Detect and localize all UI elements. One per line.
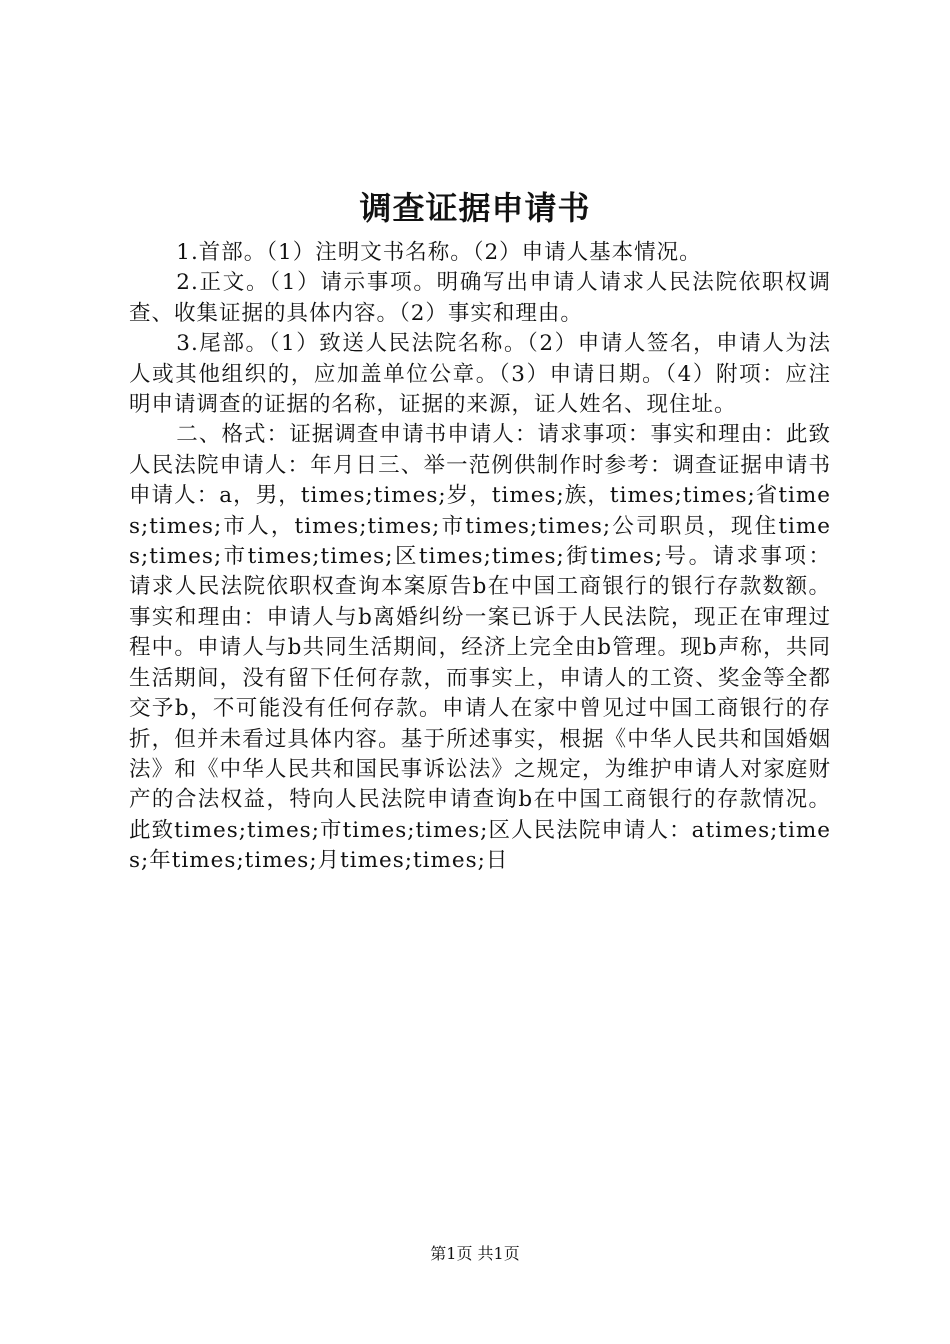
- paragraph-header-section: 1.首部。（1）注明文书名称。（2）申请人基本情况。: [176, 240, 702, 265]
- document-body: [129, 238, 831, 877]
- paragraph-ending-section: 3.尾部。（1）致送人民法院名称。（2）申请人签名，申请人为法人或其他组织的，应加盖单位公章。（3）申请日期。（4）附项：应注明申请调查的证据的名称，证据的来源，证人姓名、现住址。: [129, 331, 831, 418]
- page-number-footer: 第1页 共1页: [430, 1244, 520, 1263]
- paragraph-format-and-example: 二、格式：证据调查申请书申请人：请求事项：事实和理由：此致人民法院申请人：年月日三、举一范例供制作时参考：调查证据申请书申请人：a，男，times;times;岁，times;族，times;times;省times;times;市人，times;times;市times;times;公司职员，现住times;times;市times;times;区times;times;街times;号。请求事项：请求人民法院依职权查询本案原告b在中国工商银行的银行存款数额。事实和理由：申请人与b离婚纠纷一案已诉于人民法院，现正在审理过程中。申请人与b共同生活期间，经济上完全由b管理。现b声称，共同生活期间，没有留下任何存款，而事实上，申请人的工资、奖金等全都交予b，不可能没有任何存款。申请人在家中曾见过中国工商银行的存折，但并未看过具体内容。基于所述事实，根据《中华人民共和国婚姻法》和《中华人民共和国民事诉讼法》之规定，为维护申请人对家庭财产的合法权益，特向人民法院申请查询b在中国工商银行的存款情况。此致times;times;市times;times;区人民法院申请人：atimes;times;年times;times;月times;times;日: [129, 422, 831, 874]
- document-title: 调查证据申请书: [359, 189, 591, 227]
- paragraph-body-section: 2.正文。（1）请示事项。明确写出申请人请求人民法院依职权调查、收集证据的具体内容。（2）事实和理由。: [129, 270, 831, 326]
